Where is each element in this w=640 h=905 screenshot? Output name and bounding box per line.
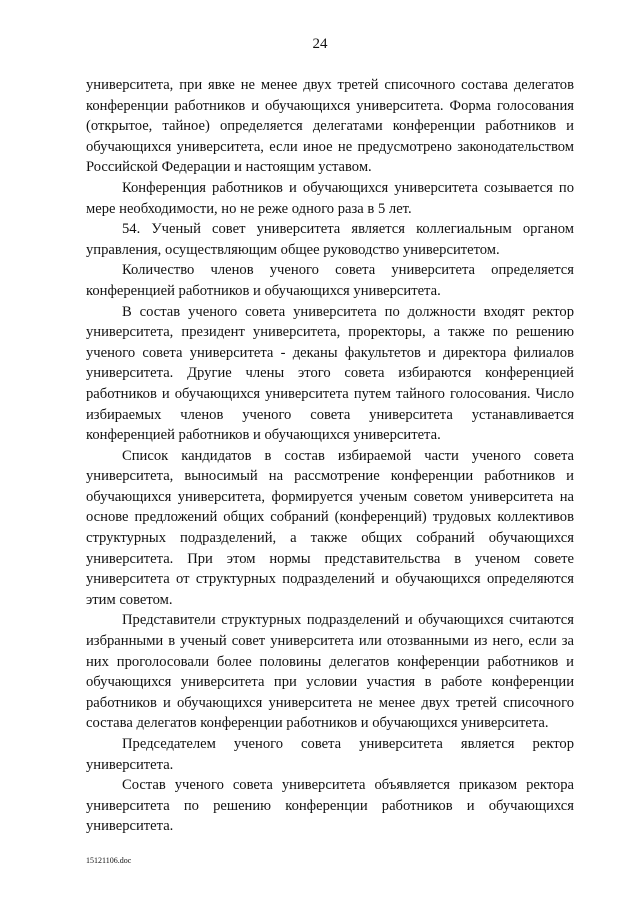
paragraph-council-composition: В состав ученого совета университета по должности входят ректор университета, президент университета, проректоры, а также по решению ученого совета университета - деканы факультетов и директора филиалов университета. Другие члены этого совета избираются конференцией работников и обучающихся университета путем тайного голосования. Число избираемых членов ученого совета университета устанавливается конференцией работников и обучающихся университета. [86, 303, 574, 444]
paragraph-item-54: 54. Ученый совет университета является коллегиальным органом управления, осуществляющим общее руководство университетом. [86, 221, 574, 258]
document-body [86, 75, 574, 837]
paragraph-continuation: университета, при явке не менее двух третей списочного состава делегатов конференции работников и обучающихся университета. Форма голосования (открытое, тайное) определяется делегатами конференции работников и обучающихся университета, если иное не предусмотрено законодательством Российской Федерации и настоящим уставом. [86, 77, 574, 176]
paragraph-conference-convening: Конференция работников и обучающихся университета созывается по мере необходимости, но не реже одного раза в 5 лет. [86, 179, 574, 217]
document-file-code: 15121106.doc [86, 856, 132, 865]
paragraph-chairman: Председателем ученого совета университета является ректор университета. [86, 736, 574, 773]
paragraph-council-announcement: Состав ученого совета университета объявляется приказом ректора университета по решению конференции работников и обучающихся университета. [86, 777, 574, 835]
paragraph-candidate-list: Список кандидатов в состав избираемой части ученого совета университета, выносимый на рассмотрение конференции работников и обучающихся университета, формируется ученым советом университета на основе предложений общих собраний (конференций) трудовых коллективов структурных подразделений, а также общих собраний обучающихся университета. При этом нормы представительства в ученом совете университета от структурных подразделений и обучающихся определяются этим советом. [86, 447, 574, 608]
paragraph-council-size: Количество членов ученого совета университета определяется конференцией работников и обучающихся университета. [86, 262, 574, 299]
page-number: 24 [312, 36, 328, 52]
paragraph-election-rules: Представители структурных подразделений и обучающихся считаются избранными в ученый совет университета или отозванными из него, если за них проголосовали более половины делегатов конференции работников и обучающихся университета при условии участия в работе конференции работников и обучающихся университета не менее двух третей списочного состава делегатов конференции работников и обучающихся университета. [86, 612, 574, 732]
